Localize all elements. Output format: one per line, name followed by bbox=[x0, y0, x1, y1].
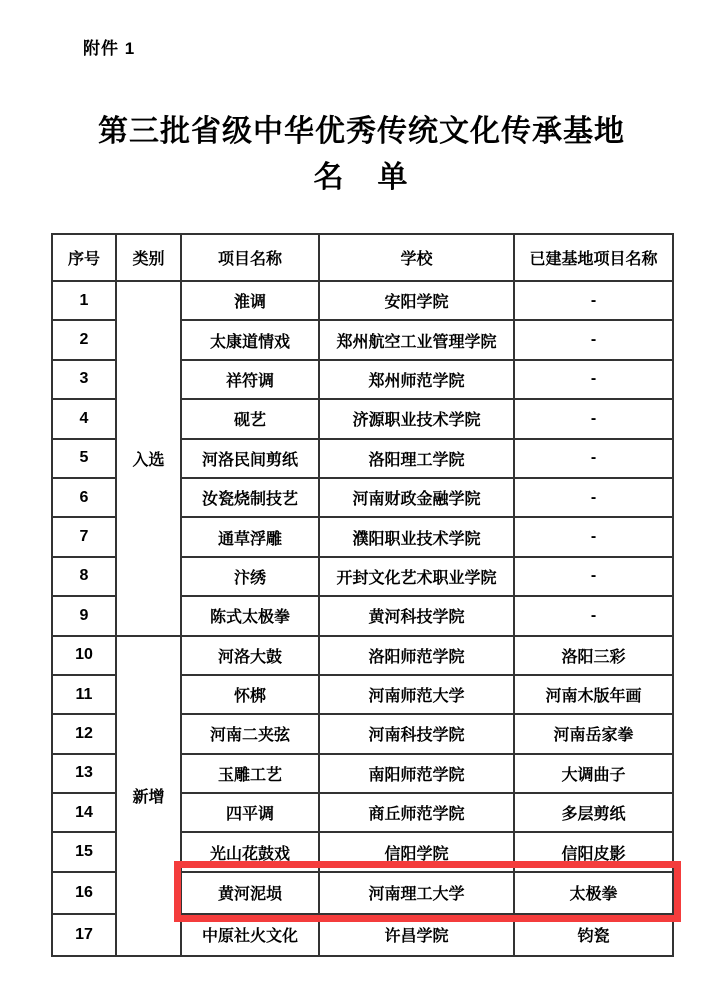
cell-existing-base: 信阳皮影 bbox=[514, 832, 673, 871]
cell-no: 11 bbox=[52, 675, 116, 714]
cell-existing-base: - bbox=[514, 320, 673, 359]
cell-category: 新增 bbox=[116, 636, 181, 956]
cell-project: 玉雕工艺 bbox=[181, 754, 319, 793]
cell-existing-base: 洛阳三彩 bbox=[514, 636, 673, 675]
cell-no: 8 bbox=[52, 557, 116, 596]
cell-no: 16 bbox=[52, 872, 116, 914]
cell-no: 17 bbox=[52, 914, 116, 956]
cell-existing-base: 太极拳 bbox=[514, 872, 673, 914]
cell-no: 10 bbox=[52, 636, 116, 675]
cell-project: 河南二夹弦 bbox=[181, 714, 319, 753]
cell-existing-base: 大调曲子 bbox=[514, 754, 673, 793]
cell-school: 洛阳理工学院 bbox=[319, 439, 514, 478]
header-project: 项目名称 bbox=[181, 234, 319, 281]
table-row bbox=[52, 281, 673, 320]
table-body bbox=[52, 281, 673, 956]
cell-project: 陈式太极拳 bbox=[181, 596, 319, 635]
cell-school: 河南师范大学 bbox=[319, 675, 514, 714]
cell-project: 汴绣 bbox=[181, 557, 319, 596]
document-title-line1: 第三批省级中华优秀传统文化传承基地 bbox=[98, 115, 625, 148]
document-title bbox=[51, 112, 672, 198]
cell-no: 3 bbox=[52, 360, 116, 399]
cell-existing-base: 河南岳家拳 bbox=[514, 714, 673, 753]
header-school: 学校 bbox=[319, 234, 514, 281]
cell-no: 4 bbox=[52, 399, 116, 438]
cell-no: 12 bbox=[52, 714, 116, 753]
cell-school: 濮阳职业技术学院 bbox=[319, 517, 514, 556]
cell-existing-base: 多层剪纸 bbox=[514, 793, 673, 832]
attachment-label: 附件 1 bbox=[83, 39, 136, 58]
cell-no: 13 bbox=[52, 754, 116, 793]
cell-no: 7 bbox=[52, 517, 116, 556]
cell-category: 入选 bbox=[116, 281, 181, 636]
cell-project: 光山花鼓戏 bbox=[181, 832, 319, 871]
cell-school: 信阳学院 bbox=[319, 832, 514, 871]
cell-school: 开封文化艺术职业学院 bbox=[319, 557, 514, 596]
cell-existing-base: - bbox=[514, 596, 673, 635]
cell-existing-base: - bbox=[514, 399, 673, 438]
cell-no: 2 bbox=[52, 320, 116, 359]
cell-project: 淮调 bbox=[181, 281, 319, 320]
cell-school: 许昌学院 bbox=[319, 914, 514, 956]
cell-project: 通草浮雕 bbox=[181, 517, 319, 556]
cell-school: 济源职业技术学院 bbox=[319, 399, 514, 438]
cell-existing-base: - bbox=[514, 360, 673, 399]
header-no: 序号 bbox=[52, 234, 116, 281]
base-list-table bbox=[51, 233, 674, 957]
cell-school: 河南科技学院 bbox=[319, 714, 514, 753]
cell-project: 黄河泥埙 bbox=[181, 872, 319, 914]
cell-school: 郑州航空工业管理学院 bbox=[319, 320, 514, 359]
cell-school: 黄河科技学院 bbox=[319, 596, 514, 635]
cell-school: 河南理工大学 bbox=[319, 872, 514, 914]
document-title-line2: 名 单 bbox=[313, 161, 410, 194]
cell-no: 1 bbox=[52, 281, 116, 320]
cell-no: 15 bbox=[52, 832, 116, 871]
cell-existing-base: - bbox=[514, 281, 673, 320]
table-row bbox=[52, 636, 673, 675]
cell-project: 砚艺 bbox=[181, 399, 319, 438]
cell-project: 河洛大鼓 bbox=[181, 636, 319, 675]
cell-existing-base: - bbox=[514, 557, 673, 596]
cell-school: 安阳学院 bbox=[319, 281, 514, 320]
cell-no: 6 bbox=[52, 478, 116, 517]
cell-no: 5 bbox=[52, 439, 116, 478]
cell-project: 怀梆 bbox=[181, 675, 319, 714]
cell-school: 南阳师范学院 bbox=[319, 754, 514, 793]
cell-existing-base: - bbox=[514, 439, 673, 478]
cell-school: 洛阳师范学院 bbox=[319, 636, 514, 675]
cell-school: 郑州师范学院 bbox=[319, 360, 514, 399]
table-header-row bbox=[52, 234, 673, 281]
cell-no: 14 bbox=[52, 793, 116, 832]
cell-school: 河南财政金融学院 bbox=[319, 478, 514, 517]
cell-project: 中原社火文化 bbox=[181, 914, 319, 956]
header-existing-base: 已建基地项目名称 bbox=[514, 234, 673, 281]
header-category: 类别 bbox=[116, 234, 181, 281]
cell-project: 祥符调 bbox=[181, 360, 319, 399]
cell-school: 商丘师范学院 bbox=[319, 793, 514, 832]
cell-existing-base: - bbox=[514, 478, 673, 517]
cell-project: 四平调 bbox=[181, 793, 319, 832]
cell-project: 太康道情戏 bbox=[181, 320, 319, 359]
cell-existing-base: 钧瓷 bbox=[514, 914, 673, 956]
cell-existing-base: - bbox=[514, 517, 673, 556]
cell-project: 汝瓷烧制技艺 bbox=[181, 478, 319, 517]
cell-no: 9 bbox=[52, 596, 116, 635]
cell-existing-base: 河南木版年画 bbox=[514, 675, 673, 714]
cell-project: 河洛民间剪纸 bbox=[181, 439, 319, 478]
